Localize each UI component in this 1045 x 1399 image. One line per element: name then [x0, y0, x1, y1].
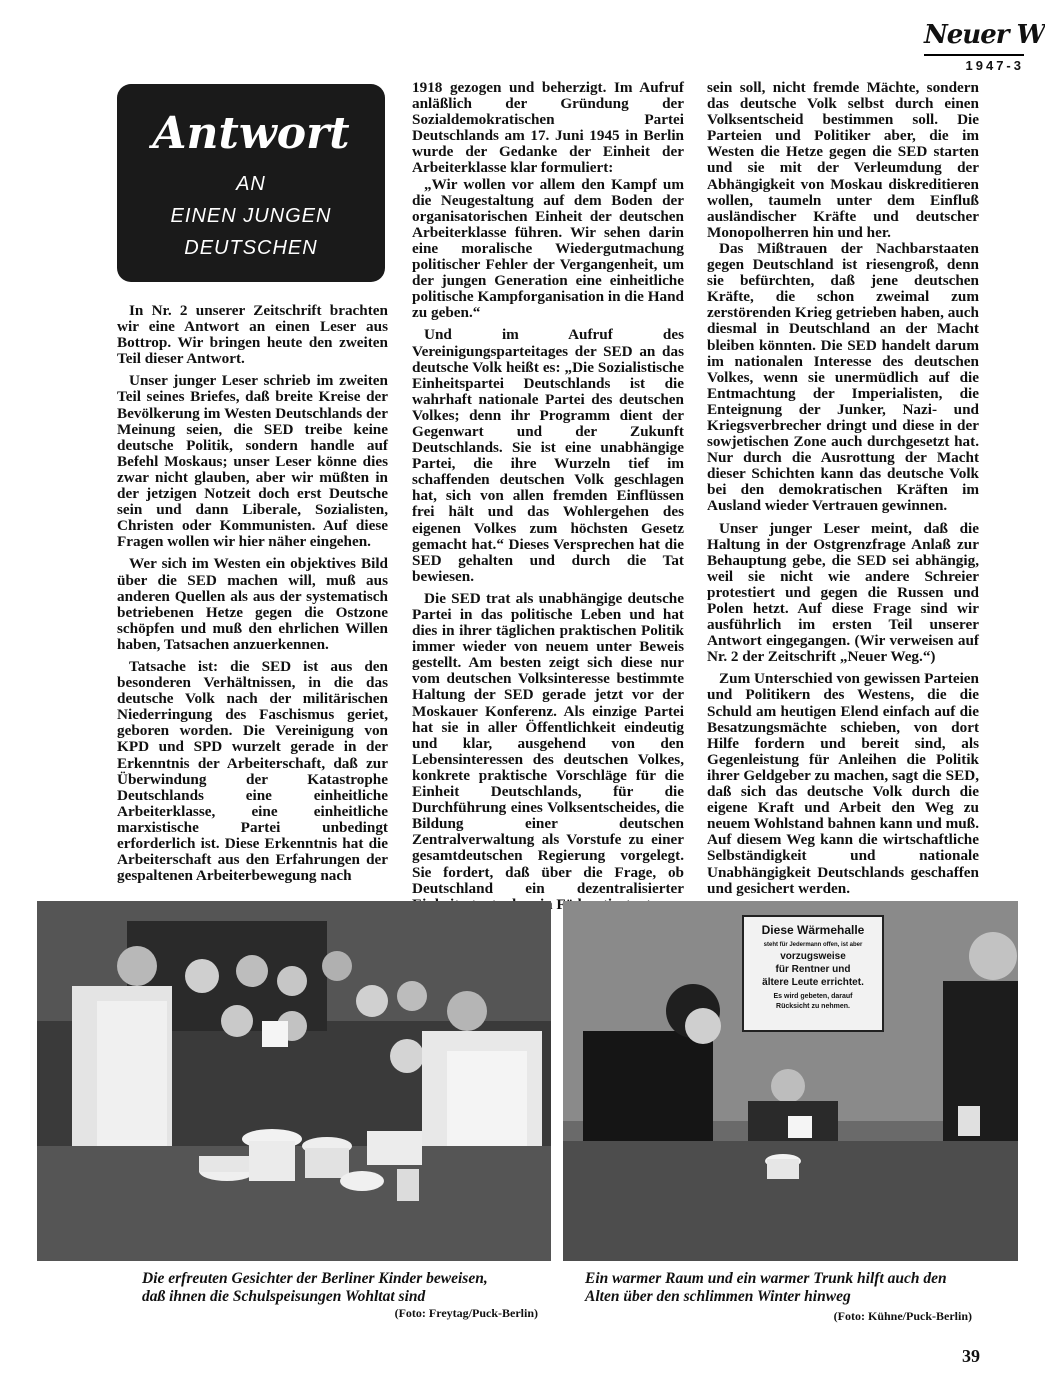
article-title-box [117, 84, 385, 282]
sign-line-2: vorzugsweise [780, 951, 846, 962]
paragraph: Wer sich im Westen ein objektives Bild über die SED machen will, muß aus anderen Quellen als aus der systematisch betriebenen Hetze gegen die Ostzone schöpfen und muß den ehrlichen Willen haben, Tatsachen anzuerkennen. [117, 555, 388, 653]
paragraph: Und im Aufruf des Vereinigungsparteitages der SED an das deutsche Volk heißt es: „Die Sozialistische Einheitspartei Deutschlands ist die wahrhaft nationale Partei des deutschen Volkes; denn ihr Programm dient der Gegenwart und der Zukunft Deutschlands. Sie ist eine unabhängige Partei, die ihre Wurzeln tief im schaffenden deutschen Volk geschlagen hat, sich von allen fremden Einflüssen frei hält und das Wohlergehen des eigenen Volkes zum höchsten Gesetz gemacht hat.“ Dieses Versprechen hat die SED gehalten und durch die Tat bewiesen. [412, 326, 684, 585]
paragraph: Unser junger Leser schrieb im zweiten Teil seines Briefes, daß breite Kreise der Bevölkerung im Westen Deutschlands der Meinung seien, die SED treibe keine deutsche Politik, sondern handle auf Befehl Moskaus; unser Leser könne dies zwar nicht glauben, aber wir müßten in der jetzigen Notzeit doch erst Deutsche sein und dann Liberale, Sozialisten, Christen oder Kommunisten. Auf diese Fragen wollen wir hier näher eingehen. [117, 372, 388, 551]
masthead-date: 1947-3 [965, 58, 1024, 73]
subtitle-line-3: DEUTSCHEN [184, 237, 318, 259]
paragraph: Die SED trat als unabhängige deutsche Partei in das politische Leben und hat dies in ihrer täglichen praktischen Politik immer wieder von neuem unter Beweis gestellt. Am besten zeigt sich diese nur vom deutschen Volksinteresse bestimmte Haltung der SED gerade jetzt vor der Moskauer Konferenz. Als einzige Partei hat sie in aller Öffentlichkeit eindeutig und klar, ausgehend von den Lebensinteressen des deutschen Volkes, konkrete praktische Vorschläge für die Einheit Deutschlands, für die Durchführung eines Volksentscheides, die Bildung einer deutschen Zentralverwaltung als Vorstufe zu einer gesamtdeutschen Regierung vorgelegt. Sie fordert, daß über die Frage, ob Deutschland ein dezentralisierter [412, 589, 684, 897]
masthead-rule [924, 54, 1024, 56]
paragraph: Tatsache ist: die SED ist aus den besonderen Verhältnissen, in die das deutsche Volk nach der militärischen Niederringung des Faschismus geriet, geboren worden. Die Vereinigung von KPD und SPD wurzelt gerade in der Erkenntnis der Arbeiterschaft, daß zur Überwindung der Katastrophe Deutschlands eine einheitliche Arbeiterklasse, eine einheitliche marxistische Partei unbedingt erforderlich ist. Diese Erkenntnis hat die Arbeiterschaft aus den Erfahrungen der gespaltenen Arbeiterbewegung nach [117, 657, 388, 885]
text-column-3 [707, 80, 979, 897]
photo-caption-2: Ein warmer Raum und ein warmer Trunk hilft auch den Alten über den schlimmen Winter hinweg [585, 1270, 947, 1305]
article-subtitle [117, 168, 385, 264]
paragraph: sein soll, nicht fremde Mächte, sondern das deutsche Volk selbst durch einen Volksentscheid bestimmen soll. Die Parteien und Politiker aber, die im Westen die Hetze gegen die SED starten und sie mit der Verleumdung der Abhängigkeit von Moskau diskreditieren wollen, taumeln unter dem Einfluß ausländischer Kräfte und deutscher Monopolherren hin und her. [707, 79, 979, 241]
photo-credit-1: (Foto: Freytag/Puck-Berlin) [394, 1306, 538, 1320]
text-column-1 [117, 303, 388, 884]
subtitle-line-1: AN [236, 173, 266, 195]
masthead [924, 20, 1045, 73]
article-headline: Antwort [152, 108, 350, 159]
photo-caption-1: Die erfreuten Gesichter der Berliner Kinder beweisen, daß ihnen die Schulspeisungen Wohltat sind [142, 1270, 488, 1305]
paragraph: Zum Unterschied von gewissen Parteien und Politikern des Westens, die die Schuld am heutigen Elend einfach auf die Besatzungsmächte schieben, von dort Hilfe fordern und bereit sind, als Gegenleistung für Anleihen die Politik ihrer Geldgeber zu machen, sagt die SED, daß sich das deutsche Volk durch die eigene Kraft und Arbeit den Weg zu neuem Wohlstand bahnen kann und muß. Auf diesem Weg kann die wirtschaftliche Selbständigkeit und nationale Unabhängigkeit Deutschlands geschaffen und gesichert werden. [707, 670, 979, 897]
warming-hall-illustration [563, 901, 1018, 1261]
paragraph: „Wir wollen vor allem den Kampf um die Neugestaltung auf dem Boden der organisatorischen Einheit der deutschen Arbeiterklasse führen. Wir sehen darin eine moralische Wiedergutmachung politischer Fehler der Vergangenheit, um der jungen Generation eine einheitliche politische Kampforganisation in die Hand zu geben.“ [412, 175, 684, 322]
page-number: 39 [962, 1346, 980, 1366]
photo-credit-2: (Foto: Kühne/Puck-Berlin) [833, 1309, 972, 1323]
sign-line-5: Es wird gebeten, darauf [773, 993, 853, 1000]
paragraph: 1918 gezogen und beherzigt. Im Aufruf anläßlich der Gründung der Sozialdemokratischen Partei Deutschlands am 17. Juni 1945 in Berlin wurde der Gedanke der Einheit der Arbeiterklasse klar formuliert: [412, 79, 684, 177]
sign-line-3: für Rentner und [775, 964, 851, 975]
school-meal-illustration [37, 901, 551, 1261]
photo-warming-hall [563, 901, 1018, 1261]
sign-line-4: ältere Leute errichtet. [762, 977, 864, 988]
sign-title: Diese Wärmehalle [761, 923, 865, 937]
paragraph: In Nr. 2 unserer Zeitschrift brachten wir eine Antwort an einen Leser aus Bottrop. Wir bringen heute den zweiten Teil dieser Antwort. [117, 302, 388, 368]
photo-school-meal [37, 901, 551, 1261]
text-column-2 [412, 80, 684, 913]
paragraph: Unser junger Leser meint, daß die Haltung in der Ostgrenzfrage Anlaß zur Behauptung gebe, die SED sei abhängig, weil sie nicht wie andere Schreier protestiert und gegen die Russen und Polen hetzt. Auf diese Frage sind wir ausführlich im ersten Teil unserer Antwort eingegangen. (Wir verweisen auf Nr. 2 der Zeitschrift „Neuer Weg.“) [707, 519, 979, 666]
paragraph: Das Mißtrauen der Nachbarstaaten gegen Deutschland ist riesengroß, denn sie befürchten, daß jene deutschen Kräfte, die schon zweimal zum zerstörenden Krieg getrieben haben, auch diesmal in Deutschland an der Macht bleiben könnten. Die SED handelt darum im nationalen Interesse des deutschen Volkes, wenn sie unermüdlich auf die Entmachtung der Imperialisten, die Enteignung der Junker, Nazi- und Kriegsverbrecher dringt und diese in der sowjetischen Zone auch durchgesetzt hat. Nur durch die Ausrottung der Macht dieser Schichten kann das deutsche Volk bei den demokratischen Kräften im Ausland wieder Vertrauen gewinnen. [707, 239, 979, 515]
sign-line-1: steht für Jedermann offen, ist aber [763, 942, 863, 948]
subtitle-line-2: EINEN JUNGEN [170, 205, 332, 227]
sign-line-6: Rücksicht zu nehmen. [776, 1003, 850, 1010]
masthead-title: Neuer W [924, 20, 1045, 50]
